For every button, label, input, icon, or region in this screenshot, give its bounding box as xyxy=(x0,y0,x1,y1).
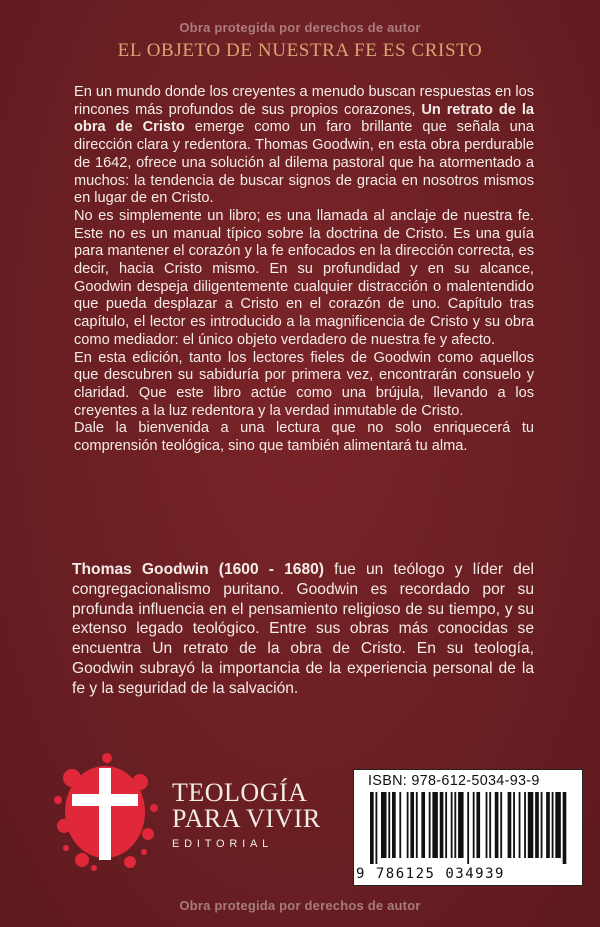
barcode-bar xyxy=(535,792,539,858)
author-bio xyxy=(72,560,534,699)
barcode-bar xyxy=(429,792,431,858)
barcode-bar xyxy=(445,792,447,858)
barcode-bar xyxy=(421,792,425,858)
barcode-bar xyxy=(451,792,453,858)
book-title-bold: Un retrato de la obra de Cristo xyxy=(74,101,535,136)
barcode-bar xyxy=(555,792,561,858)
barcode-bar xyxy=(410,792,414,858)
barcode-bar xyxy=(432,792,438,858)
barcode-bar xyxy=(440,792,444,858)
description-text: En un mundo donde los creyentes a menudo buscan respuestas en los rincones más profundos de sus propios corazones, xyxy=(74,84,535,118)
barcode-bar xyxy=(546,792,550,858)
publisher-name-line3: EDITORIAL xyxy=(172,838,274,850)
barcode-bar xyxy=(399,792,401,858)
barcode-bar xyxy=(500,792,502,858)
isbn-label: ISBN: 978-612-5034-93-9 xyxy=(368,773,540,789)
barcode-bar xyxy=(370,792,374,864)
barcode-bar xyxy=(552,792,554,858)
description-paragraph-3: En esta edición, tanto los lectores fieles de Goodwin como aquellos que descubren su sabiduría por primera vez, encontrarán consuelo y claridad. Que este libro actúe como una brújula, llevando a los creyentes a la luz redentora y la verdad inmutable de Cristo. xyxy=(74,349,534,419)
barcode-bar xyxy=(508,792,512,858)
barcode-bar xyxy=(407,792,409,858)
barcode-bar xyxy=(476,792,480,858)
barcode-bar xyxy=(541,792,543,858)
barcode-bar xyxy=(473,792,475,858)
watermark-top: Obra protegida por derechos de autor xyxy=(179,20,421,35)
watermark-bottom: Obra protegida por derechos de autor xyxy=(179,898,421,913)
barcode-bar xyxy=(392,792,396,858)
barcode-bars xyxy=(370,792,570,864)
barcode-bar xyxy=(495,792,499,858)
book-description xyxy=(74,84,534,456)
barcode-bar xyxy=(388,792,390,858)
description-text: emerge como un faro brillante que señala una dirección clara y redentora. Thomas Goodwin, en esta obra perdurable de 1642, ofrece una solución al dilema pastoral que ha atormentado a muchos: la tendencia de buscar signos de gracia en nosotros mismos en lugar de en Cristo. xyxy=(74,119,535,207)
barcode-bar xyxy=(524,792,526,858)
publisher-logo-text xyxy=(172,780,321,850)
publisher-name-line1: TEOLOGÍA xyxy=(172,778,308,807)
barcode-bar xyxy=(467,792,469,864)
description-paragraph-2: No es simplemente un libro; es una llamada al anclaje de nuestra fe. Este no es un manual típico sobre la doctrina de Cristo. Es una guía para mantener el corazón y la fe enfocados en la dirección correcta, es decir, hacia Cristo mismo. En su profundidad y en su alcance, Goodwin despeja diligentemente cualquier distracción o malentendido que pueda desplazar a Cristo en el corazón de uno. Capítulo tras capítulo, el lector es introducido a la magnificencia de Cristo y su obra como mediador: el único objeto verdadero de nuestra fe y afecto. xyxy=(74,207,534,348)
barcode-bar xyxy=(376,792,378,864)
author-bio-text: fue un teólogo y líder del congregacionalismo puritano. Goodwin es recordado por su profunda influencia en el pensamiento religioso de su tiempo, y su extenso legado teológico. Entre sus obras más conocidas se encuentra Un retrato de la obra de Cristo. En su teología, Goodwin subrayó la importancia de la experiencia personal de la fe y la seguridad de la salvación. xyxy=(72,561,534,697)
barcode-bar xyxy=(519,792,521,858)
barcode-bar xyxy=(563,792,567,864)
description-paragraph-4: Dale la bienvenida a una lectura que no solo enriquecerá tu comprensión teológica, sino que también alimentará tu alma. xyxy=(74,420,534,455)
barcode-bar xyxy=(381,792,387,858)
barcode-bar xyxy=(513,792,515,858)
barcode-bar xyxy=(489,792,491,858)
barcode-digits: 9 786125 034939 xyxy=(356,866,505,882)
description-paragraph-1 xyxy=(74,84,534,208)
cover-title: EL OBJETO DE NUESTRA FE ES CRISTO xyxy=(117,40,483,61)
barcode-bar xyxy=(416,792,418,858)
barcode-bar xyxy=(528,792,534,858)
author-name: Thomas Goodwin (1600 - 1680) xyxy=(72,561,325,578)
barcode-bar xyxy=(458,792,464,858)
barcode-bar xyxy=(454,792,456,858)
barcode-bar xyxy=(486,792,488,858)
cross-splash-icon xyxy=(52,748,158,872)
isbn-barcode xyxy=(353,769,583,886)
publisher-name-line2: PARA VIVIR xyxy=(172,804,321,833)
